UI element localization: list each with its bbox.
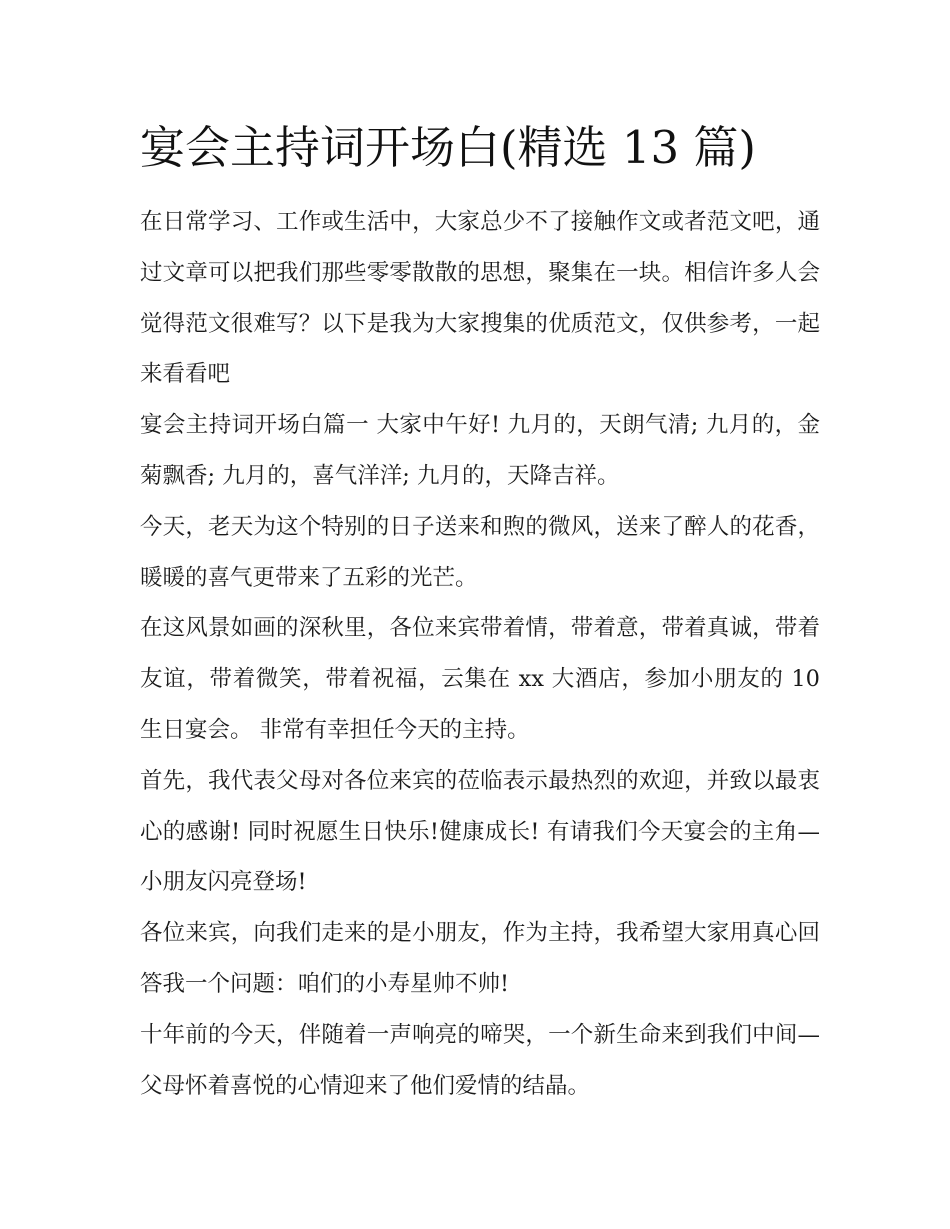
paragraph-1: 宴会主持词开场白篇一 大家中午好! 九月的，天朗气清; 九月的，金菊飘香; 九月的，喜气洋洋; 九月的，天降吉祥。 [140,412,820,489]
paragraph-6: 十年前的今天，伴随着一声响亮的啼哭，一个新生命来到我们中间—父母怀着喜悦的心情迎来了他们爱情的结晶。 [140,1021,820,1099]
paragraph-2: 今天，老天为这个特别的日子送来和煦的微风，送来了醉人的花香，暖暖的喜气更带来了五彩的光芒。 [140,513,820,591]
paragraph-intro: 在日常学习、工作或生活中，大家总少不了接触作文或者范文吧，通过文章可以把我们那些零零散散的思想，聚集在一块。相信许多人会觉得范文很难写？以下是我为大家搜集的优质范文，仅供参考，一起来看看吧 [140,209,820,388]
document-body [140,197,820,1111]
paragraph-3: 在这风景如画的深秋里，各位来宾带着情，带着意，带着真诚，带着友谊，带着微笑，带着祝福，云集在 xx 大酒店，参加小朋友的 10 生日宴会。 非常有幸担任今天的主持。 [140,615,820,743]
paragraph-5: 各位来宾，向我们走来的是小朋友，作为主持，我希望大家用真心回答我一个问题：咱们的小寿星帅不帅! [140,920,820,997]
paragraph-4: 首先，我代表父母对各位来宾的莅临表示最热烈的欢迎，并致以最衷心的感谢! 同时祝愿生日快乐!健康成长! 有请我们今天宴会的主角—小朋友闪亮登场! [140,767,820,896]
document-title: 宴会主持词开场白(精选 13 篇) [140,121,756,174]
